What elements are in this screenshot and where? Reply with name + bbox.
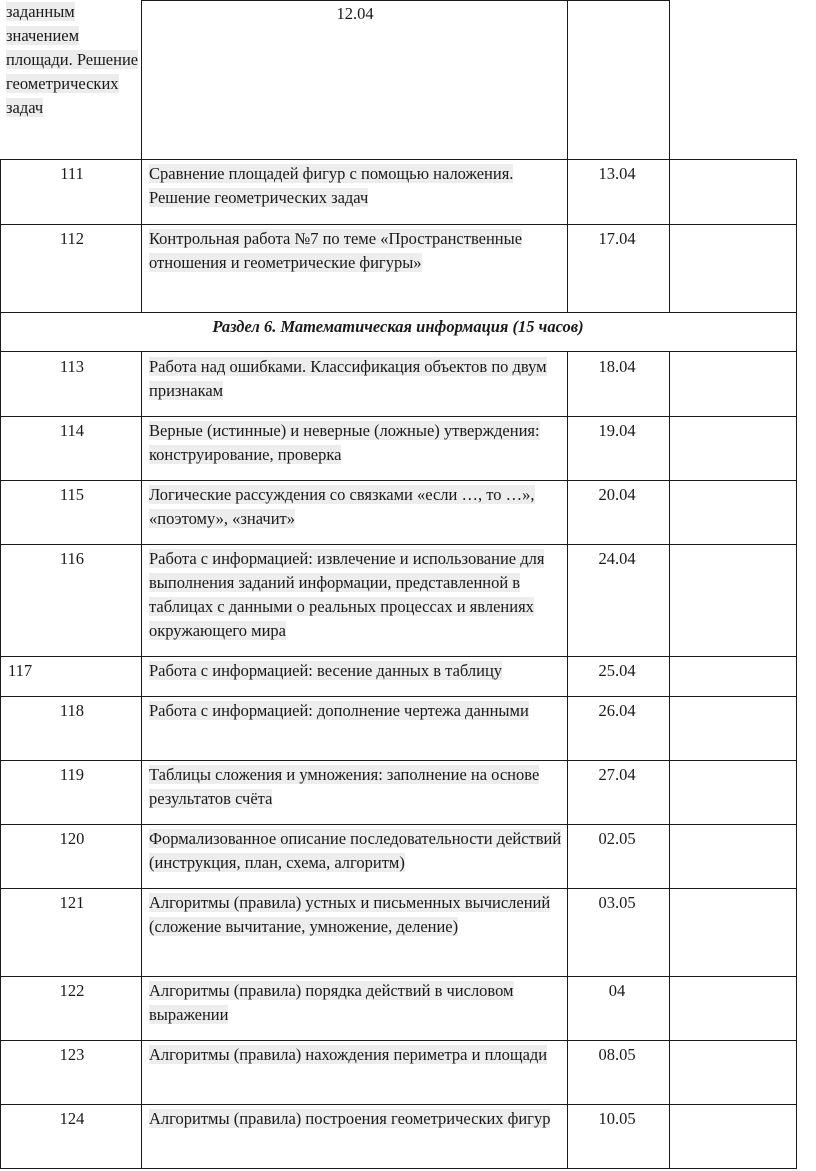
row-number: 117 [8,661,33,680]
row-date: 03.05 [598,893,636,912]
row-topic: Алгоритмы (правила) построения геометрических фигур [149,1109,551,1128]
row-date: 18.04 [598,357,636,376]
row-topic: Алгоритмы (правила) нахождения периметра и площади [149,1045,548,1064]
row-date: 25.04 [598,661,636,680]
row-number: 123 [59,1045,85,1064]
row-number: 120 [59,829,85,848]
topic-continuation: заданным значением площади. Решение геометрических задач [6,2,139,117]
row-date: 24.04 [598,549,636,568]
row-date: 08.05 [598,1045,636,1064]
row-date: 04 [608,981,626,1000]
row-topic: Контрольная работа №7 по теме «Пространственные отношения и геометрические фигуры» [149,229,523,272]
row-date: 17.04 [598,229,636,248]
row-number: 118 [59,701,85,720]
row-topic: Алгоритмы (правила) порядка действий в числовом выражении [149,981,514,1024]
row-topic: Логические рассуждения со связками «если …, то …», «поэтому», «значит» [149,485,535,528]
row-topic: Работа с информацией: дополнение чертежа данными [149,701,529,720]
row-number: 115 [59,485,85,504]
grid-line [669,0,670,159]
row-date: 27.04 [598,765,636,784]
grid-line [141,0,142,159]
section-title: Раздел 6. Математическая информация (15 часов) [212,317,584,336]
row-number: 114 [59,421,85,440]
row-date: 02.05 [598,829,636,848]
grid-line [141,0,669,1]
row-date: 10.05 [598,1109,636,1128]
row-number: 112 [59,229,85,248]
grid-line [567,0,568,159]
row-number: 122 [59,981,85,1000]
row-topic: Работа с информацией: извлечение и использование для выполнения заданий информации, представленной в таблицах с данными о реальных процессах и явлениях окружающего мира [149,549,545,640]
row-topic: Таблицы сложения и умножения: заполнение на основе результатов счёта [149,765,540,808]
row-date: 19.04 [598,421,636,440]
row-date: 20.04 [598,485,636,504]
row-topic: Сравнение площадей фигур с помощью наложения. Решение геометрических задач [149,164,514,207]
row-number: 116 [59,549,85,568]
row-topic: Работа над ошибками. Классификация объектов по двум признакам [149,357,547,400]
top-row-date: 12.04 [336,4,374,23]
row-number: 119 [59,765,85,784]
row-topic: Работа с информацией: весение данных в таблицу [149,661,503,680]
row-topic: Верные (истинные) и неверные (ложные) утверждения: конструирование, проверка [149,421,540,464]
row-number: 113 [59,357,85,376]
row-topic: Алгоритмы (правила) устных и письменных вычислений (сложение вычитание, умножение, деление) [149,893,551,936]
row-topic: Формализованное описание последовательности действий (инструкция, план, схема, алгоритм) [149,829,562,872]
row-number: 124 [59,1109,85,1128]
row-date: 26.04 [598,701,636,720]
row-number: 121 [59,893,85,912]
row-number: 111 [60,164,84,183]
row-date: 13.04 [598,164,636,183]
